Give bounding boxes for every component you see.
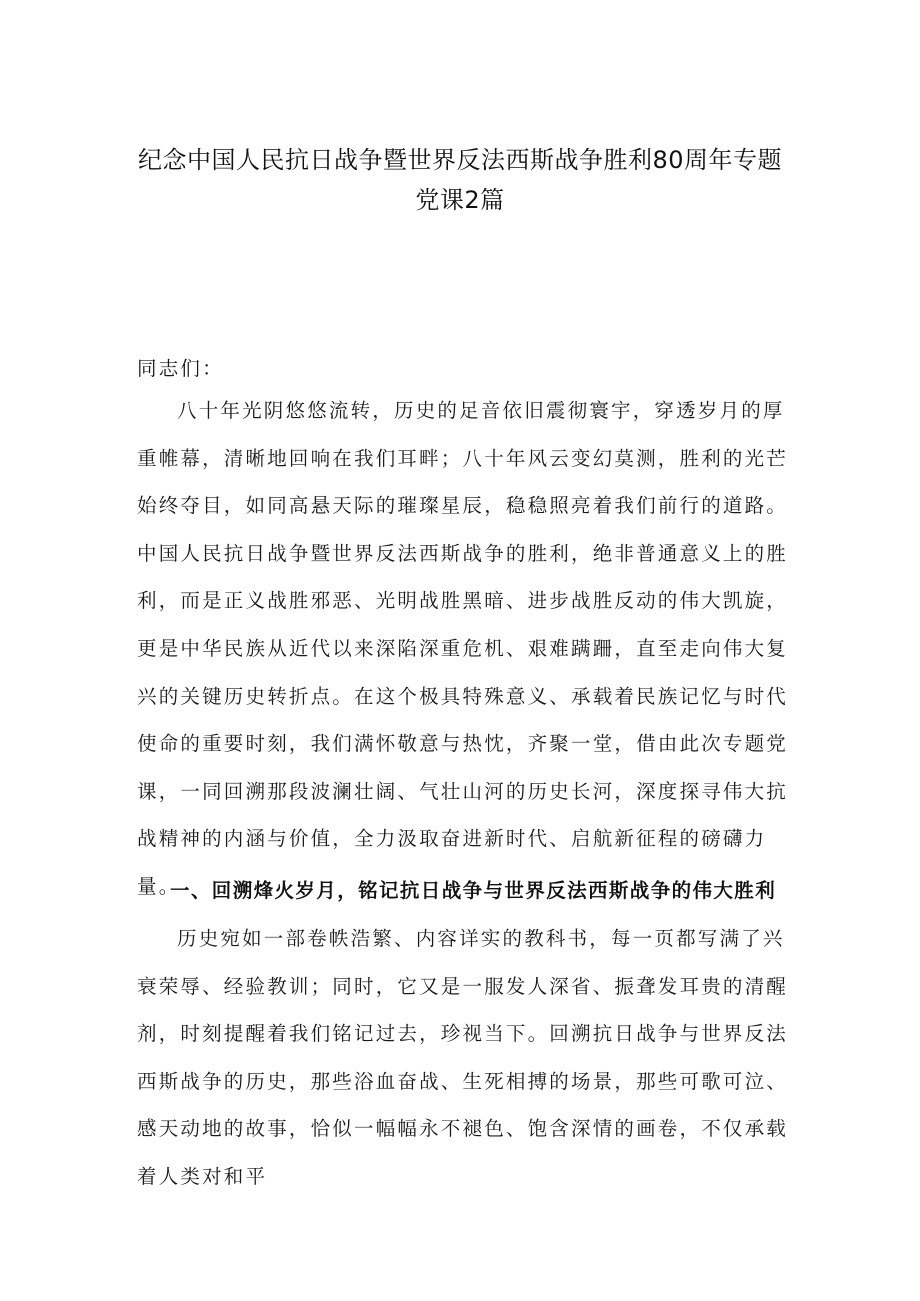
paragraph-section-1: 历史宛如一部卷帙浩繁、内容详实的教科书，每一页都写满了兴衰荣辱、经验教训；同时，它又是一服发人深省、振聋发耳贵的清醒剂，时刻提醒着我们铭记过去，珍视当下。回溯抗日战争与世界反法西斯战争的历史，那些浴血奋战、生死相搏的场景，那些可歌可泣、感天动地的故事，恰似一幅幅永不褪色、饱含深情的画卷，不仅承载着人类对和平 xyxy=(137,927,789,1188)
salutation: 同志们： xyxy=(137,357,224,380)
document-title-text: 纪念中国人民抗日战争暨世界反法西斯战争胜利80周年专题党课2篇 xyxy=(137,146,783,214)
section-heading-1: 一、回溯烽火岁月，铭记抗日战争与世界反法西斯战争的伟大胜利 xyxy=(170,879,777,902)
document-title xyxy=(130,140,790,220)
paragraph-intro: 八十年光阴悠悠流转，历史的足音依旧震彻寰宇，穿透岁月的厚重帷幕，清晰地回响在我们耳畔；八十年风云变幻莫测，胜利的光芒始终夺目，如同高悬天际的璀璨星辰，稳稳照亮着我们前行的道路。中国人民抗日战争暨世界反法西斯战争的胜利，绝非普通意义上的胜利，而是正义战胜邪恶、光明战胜黑暗、进步战胜反动的伟大凯旋，更是中华民族从近代以来深陷深重危机、艰难蹒跚，直至走向伟大复兴的关键历史转折点。在这个极具特殊意义、承载着民族记忆与时代使命的重要时刻，我们满怀敬意与热忱，齐聚一堂，借由此次专题党课，一同回溯那段波澜壮阔、气壮山河的历史长河，深度探寻伟大抗战精神的内涵与价值，全力汲取奋进新时代、启航新征程的磅礴力量。 xyxy=(137,399,789,898)
